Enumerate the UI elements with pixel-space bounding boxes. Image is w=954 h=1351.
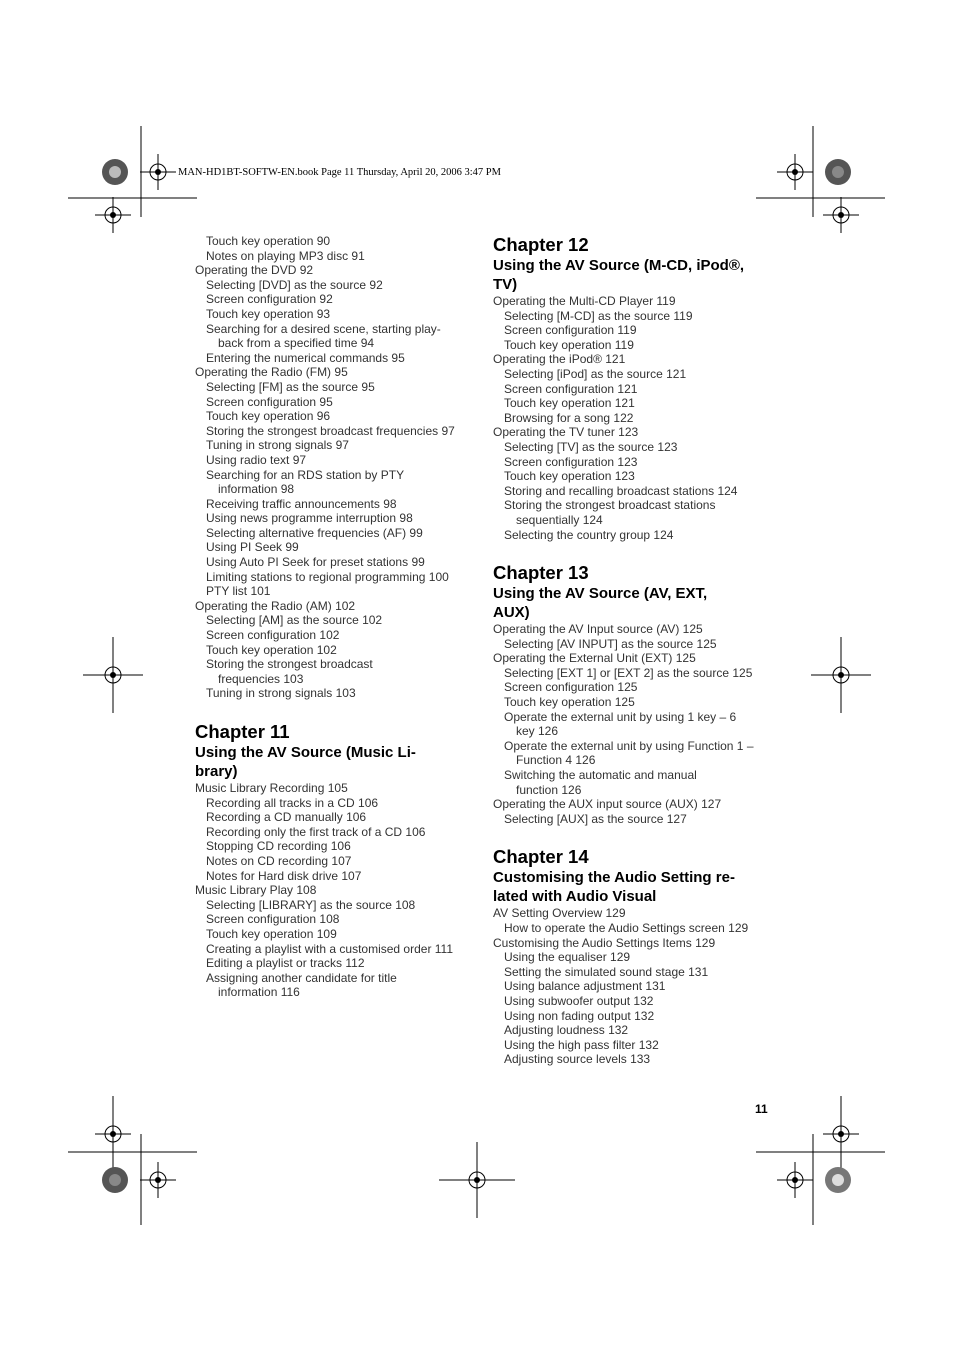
toc-entry-text: Creating a playlist with a customised order 111: [206, 941, 454, 956]
toc-subsection-entry[interactable]: [493, 323, 778, 338]
toc-subsection-entry[interactable]: [195, 810, 480, 825]
toc-subsection-entry[interactable]: [493, 411, 778, 426]
toc-subsection-entry[interactable]: [195, 395, 480, 410]
toc-subsection-entry[interactable]: [493, 528, 778, 543]
toc-entry-text: Touch key operation 96: [206, 409, 331, 424]
toc-entry-text: Touch key operation 121: [504, 396, 635, 411]
toc-subsection-entry[interactable]: [195, 351, 480, 366]
toc-subsection-entry[interactable]: [493, 666, 778, 681]
toc-entry-text: Screen configuration 121: [504, 381, 638, 396]
toc-entry-text: Using PI Seek 99: [206, 540, 299, 555]
toc-subsection-entry[interactable]: [493, 979, 778, 994]
chapter-heading: [493, 562, 778, 622]
toc-subsection-entry[interactable]: [493, 1023, 778, 1038]
toc-entry-text: Storing the strongest broadcast stations: [504, 498, 716, 513]
toc-entry-text: Limiting stations to regional programming 100: [206, 569, 449, 584]
toc-section-entry[interactable]: [493, 622, 778, 637]
toc-subsection-entry[interactable]: [493, 921, 778, 936]
toc-entry-text: Screen configuration 108: [206, 912, 340, 927]
toc-entry-continuation: sequentially 124: [516, 512, 603, 527]
toc-entry-text: Using subwoofer output 132: [504, 993, 654, 1008]
chapter-title: Chapter 11: [195, 721, 290, 742]
toc-entry-text: Touch key operation 119: [504, 337, 634, 352]
toc-subsection-entry[interactable]: [493, 994, 778, 1009]
toc-entry-text: Selecting [FM] as the source 95: [206, 379, 375, 394]
toc-subsection-entry[interactable]: [195, 643, 480, 658]
toc-subsection-entry[interactable]: [195, 278, 480, 293]
chapter-subtitle-cont: TV): [493, 276, 518, 293]
toc-section-entry[interactable]: [493, 425, 778, 440]
toc-subsection-entry[interactable]: [195, 234, 480, 249]
toc-subsection-entry[interactable]: [493, 739, 778, 768]
toc-subsection-entry[interactable]: [195, 912, 480, 927]
toc-subsection-entry[interactable]: [493, 498, 778, 527]
toc-entry-text: Operating the External Unit (EXT) 125: [493, 651, 696, 666]
toc-entry-text: Selecting [AV INPUT] as the source 125: [504, 636, 717, 651]
toc-entry-text: Screen configuration 119: [504, 323, 637, 338]
toc-subsection-entry[interactable]: [195, 555, 480, 570]
toc-entry-continuation: frequencies 103: [218, 671, 304, 686]
toc-entry-text: Receiving traffic announcements 98: [206, 496, 397, 511]
toc-subsection-entry[interactable]: [195, 686, 480, 701]
toc-entry-text: Selecting [AM] as the source 102: [206, 613, 383, 628]
toc-entry-text: Customising the Audio Settings Items 129: [493, 935, 716, 950]
toc-subsection-entry[interactable]: [195, 322, 480, 351]
chapter-heading: [493, 234, 778, 294]
toc-subsection-entry[interactable]: [195, 898, 480, 913]
toc-section-entry[interactable]: [195, 599, 480, 614]
toc-subsection-entry[interactable]: [493, 1009, 778, 1024]
toc-entry-text: Storing and recalling broadcast stations 124: [504, 483, 738, 498]
toc-entry-text: Selecting the country group 124: [504, 527, 674, 542]
toc-entry-text: Using radio text 97: [206, 452, 307, 467]
toc-subsection-entry[interactable]: [195, 613, 480, 628]
toc-right-column: [493, 234, 778, 1067]
toc-subsection-entry[interactable]: [493, 469, 778, 484]
toc-subsection-entry[interactable]: [493, 637, 778, 652]
toc-entry-text: Touch key operation 90: [206, 234, 331, 248]
toc-entry-text: Touch key operation 123: [504, 469, 635, 484]
toc-entry-text: Using the high pass filter 132: [504, 1037, 659, 1052]
chapter-subtitle: Customising the Audio Setting re-: [493, 869, 735, 887]
toc-entry-text: Recording only the first track of a CD 106: [206, 824, 426, 839]
toc-subsection-entry[interactable]: [493, 950, 778, 965]
toc-entry-text: Tuning in strong signals 97: [206, 438, 349, 453]
toc-entry-text: Stopping CD recording 106: [206, 839, 351, 854]
toc-section-entry[interactable]: [493, 651, 778, 666]
toc-entry-text: Assigning another candidate for title: [206, 970, 397, 985]
toc-entry-text: Operating the Multi-CD Player 119: [493, 294, 676, 308]
toc-entry-text: Operate the external unit by using 1 key – 6: [504, 709, 737, 724]
toc-entry-text: Operating the DVD 92: [195, 263, 314, 278]
toc-subsection-entry[interactable]: [195, 526, 480, 541]
toc-section-entry[interactable]: [493, 906, 778, 921]
toc-subsection-entry[interactable]: [195, 409, 480, 424]
chapter-subtitle-cont: brary): [195, 763, 238, 780]
toc-entry-text: Touch key operation 93: [206, 306, 331, 321]
toc-entry-text: Using news programme interruption 98: [206, 511, 413, 526]
toc-subsection-entry[interactable]: [493, 382, 778, 397]
toc-entry-text: Selecting [M-CD] as the source 119: [504, 308, 693, 323]
toc-entry-text: Notes on playing MP3 disc 91: [206, 248, 365, 263]
toc-subsection-entry[interactable]: [195, 570, 480, 585]
toc-entry-text: AV Setting Overview 129: [493, 906, 626, 921]
toc-subsection-entry[interactable]: [195, 292, 480, 307]
toc-entry-text: How to operate the Audio Settings screen 129: [504, 921, 749, 935]
toc-entry-continuation: Function 4 126: [516, 753, 596, 768]
toc-subsection-entry[interactable]: [195, 927, 480, 942]
page-number: 11: [755, 1102, 768, 1116]
toc-entry-text: Setting the simulated sound stage 131: [504, 964, 709, 979]
toc-entry-text: Music Library Recording 105: [195, 781, 348, 795]
toc-entry-text: Switching the automatic and manual: [504, 768, 697, 783]
toc-subsection-entry[interactable]: [195, 956, 480, 971]
chapter-title: Chapter 14: [493, 846, 589, 868]
chapter-title: Chapter 13: [493, 562, 589, 584]
toc-entry-text: Recording all tracks in a CD 106: [206, 795, 379, 810]
toc-subsection-entry[interactable]: [195, 657, 480, 686]
chapter-heading: [195, 721, 480, 781]
toc-entry-text: Music Library Play 108: [195, 883, 317, 898]
toc-subsection-entry[interactable]: [493, 396, 778, 411]
toc-subsection-entry[interactable]: [493, 695, 778, 710]
toc-subsection-entry[interactable]: [195, 854, 480, 869]
toc-subsection-entry[interactable]: [195, 497, 480, 512]
toc-entry-text: Searching for a desired scene, starting play-: [206, 321, 441, 336]
toc-entry-text: Notes on CD recording 107: [206, 853, 352, 868]
toc-subsection-entry[interactable]: [195, 511, 480, 526]
toc-entry-text: Selecting [DVD] as the source 92: [206, 277, 383, 292]
toc-subsection-entry[interactable]: [195, 971, 480, 1000]
toc-entry-text: Selecting [EXT 1] or [EXT 2] as the source 125: [504, 665, 753, 680]
toc-entry-text: Searching for an RDS station by PTY: [206, 467, 405, 482]
toc-subsection-entry[interactable]: [493, 710, 778, 739]
toc-entry-text: Using balance adjustment 131: [504, 979, 666, 994]
toc-entry-text: Screen configuration 125: [504, 680, 638, 695]
toc-subsection-entry[interactable]: [195, 438, 480, 453]
toc-entry-text: Touch key operation 109: [206, 926, 337, 941]
toc-subsection-entry[interactable]: [493, 367, 778, 382]
page-header: MAN-HD1BT-SOFTW-EN.book Page 11 Thursday, April 20, 2006 3:47 PM: [178, 167, 501, 178]
toc-subsection-entry[interactable]: [493, 680, 778, 695]
toc-subsection-entry[interactable]: [493, 965, 778, 980]
toc-subsection-entry[interactable]: [493, 338, 778, 353]
toc-subsection-entry[interactable]: [493, 440, 778, 455]
toc-entry-text: Screen configuration 102: [206, 628, 340, 643]
toc-entry-text: Storing the strongest broadcast frequencies 97: [206, 423, 455, 438]
toc-subsection-entry[interactable]: [195, 825, 480, 840]
toc-entry-continuation: information 116: [218, 985, 300, 1000]
toc-subsection-entry[interactable]: [195, 249, 480, 264]
toc-entry-text: Selecting alternative frequencies (AF) 99: [206, 525, 423, 540]
toc-subsection-entry[interactable]: [195, 869, 480, 884]
toc-entry-continuation: function 126: [516, 782, 582, 797]
toc-subsection-entry[interactable]: [195, 839, 480, 854]
toc-subsection-entry[interactable]: [195, 380, 480, 395]
toc-subsection-entry[interactable]: [493, 1052, 778, 1067]
toc-entry-text: Entering the numerical commands 95: [206, 350, 405, 365]
toc-entry-text: Touch key operation 125: [504, 695, 635, 710]
toc-entry-text: Storing the strongest broadcast: [206, 657, 373, 672]
toc-entry-text: Screen configuration 92: [206, 292, 333, 307]
toc-subsection-entry[interactable]: [195, 540, 480, 555]
toc-entry-text: Adjusting source levels 133: [504, 1052, 651, 1067]
chapter-subtitle-cont: AUX): [493, 604, 530, 622]
toc-subsection-entry[interactable]: [493, 484, 778, 499]
chapter-heading: [493, 846, 778, 906]
toc-entry-text: Screen configuration 95: [206, 394, 333, 409]
toc-entry-text: Selecting [iPod] as the source 121: [504, 366, 687, 381]
toc-subsection-entry[interactable]: [493, 768, 778, 797]
toc-entry-text: Using Auto PI Seek for preset stations 99: [206, 555, 425, 570]
chapter-subtitle: Using the AV Source (Music Li-: [195, 744, 416, 761]
toc-entry-text: Browsing for a song 122: [504, 410, 634, 425]
toc-entry-text: PTY list 101: [206, 584, 271, 599]
toc-entry-text: Tuning in strong signals 103: [206, 686, 356, 701]
toc-entry-text: Editing a playlist or tracks 112: [206, 956, 365, 971]
toc-subsection-entry[interactable]: [195, 453, 480, 468]
chapter-subtitle-cont: lated with Audio Visual: [493, 888, 657, 906]
chapter-subtitle: Using the AV Source (AV, EXT,: [493, 585, 708, 603]
toc-entry-text: Touch key operation 102: [206, 642, 337, 657]
toc-section-entry[interactable]: [195, 365, 480, 380]
toc-subsection-entry[interactable]: [195, 942, 480, 957]
toc-entry-continuation: key 126: [516, 724, 559, 739]
toc-section-entry[interactable]: [493, 352, 778, 367]
toc-entry-text: Selecting [TV] as the source 123: [504, 439, 678, 454]
toc-entry-text: Operating the AV Input source (AV) 125: [493, 622, 703, 637]
toc-subsection-entry[interactable]: [195, 307, 480, 322]
chapter-title: Chapter 12: [493, 234, 589, 255]
toc-subsection-entry[interactable]: [493, 812, 778, 827]
toc-entry-text: Selecting [AUX] as the source 127: [504, 811, 687, 826]
toc-subsection-entry[interactable]: [493, 309, 778, 324]
toc-entry-text: Operating the AUX input source (AUX) 127: [493, 797, 722, 812]
toc-section-entry[interactable]: [493, 797, 778, 812]
toc-entry-text: Operating the Radio (AM) 102: [195, 598, 356, 613]
toc-subsection-entry[interactable]: [195, 424, 480, 439]
toc-entry-text: Operating the TV tuner 123: [493, 425, 639, 440]
toc-section-entry[interactable]: [493, 294, 778, 309]
toc-entry-text: Screen configuration 123: [504, 454, 638, 469]
toc-section-entry[interactable]: [195, 781, 480, 796]
toc-entry-text: Operate the external unit by using Function 1 –: [504, 738, 754, 753]
toc-entry-text: Selecting [LIBRARY] as the source 108: [206, 897, 416, 912]
toc-entry-text: Adjusting loudness 132: [504, 1023, 629, 1038]
toc-entry-continuation: information 98: [218, 482, 295, 497]
toc-entry-text: Recording a CD manually 106: [206, 810, 367, 825]
toc-entry-text: Using the equaliser 129: [504, 950, 631, 965]
chapter-subtitle: Using the AV Source (M-CD, iPod®,: [493, 257, 745, 274]
toc-subsection-entry[interactable]: [195, 628, 480, 643]
toc-subsection-entry[interactable]: [195, 468, 480, 497]
toc-subsection-entry[interactable]: [493, 455, 778, 470]
toc-subsection-entry[interactable]: [493, 1038, 778, 1053]
toc-entry-text: Operating the iPod® 121: [493, 352, 626, 367]
toc-subsection-entry[interactable]: [195, 584, 480, 599]
toc-section-entry[interactable]: [493, 936, 778, 951]
toc-entry-text: Using non fading output 132: [504, 1008, 655, 1023]
toc-entry-text: Operating the Radio (FM) 95: [195, 365, 348, 380]
toc-entry-continuation: back from a specified time 94: [218, 336, 375, 351]
toc-section-entry[interactable]: [195, 883, 480, 898]
toc-section-entry[interactable]: [195, 263, 480, 278]
toc-entry-text: Notes for Hard disk drive 107: [206, 868, 362, 883]
toc-left-column: [195, 234, 480, 1000]
toc-subsection-entry[interactable]: [195, 796, 480, 811]
